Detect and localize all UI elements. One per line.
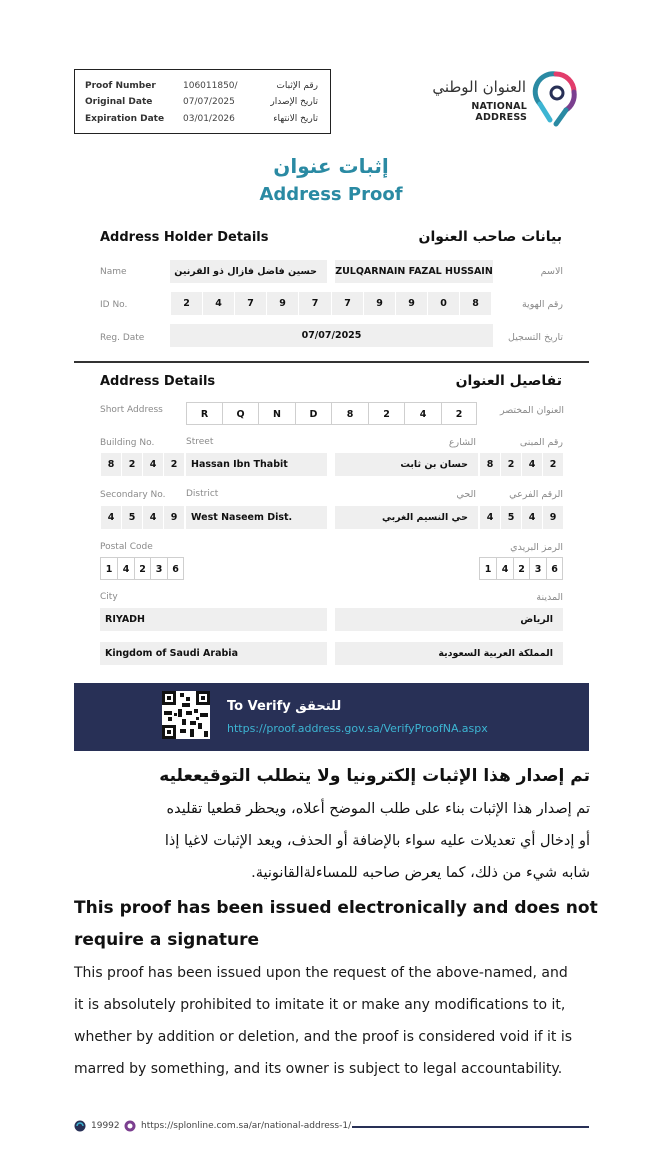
id-digit: 9 bbox=[363, 292, 395, 315]
expiration-date-label: Expiration Date bbox=[85, 114, 165, 124]
short-address-char: 2 bbox=[368, 402, 404, 425]
notice-line-ar: أو إدخال أي تعديلات عليه سواء بالإضافة أو الحذف، ويعد الإثبات لاغيا إذا bbox=[164, 833, 590, 849]
id-digit: 7 bbox=[331, 292, 363, 315]
original-date-value: 07/07/2025 bbox=[183, 97, 235, 107]
postal-code-label: Postal Code bbox=[100, 542, 153, 552]
building-digit: 2 bbox=[163, 453, 184, 476]
proof-number-label: Proof Number bbox=[85, 81, 156, 91]
address-heading-ar: تفاصيل العنوان bbox=[455, 373, 562, 389]
postal-code-label-ar: الرمز البريدي bbox=[510, 542, 563, 553]
short-address-label: Short Address bbox=[100, 405, 163, 415]
short-address-char: R bbox=[186, 402, 222, 425]
street-label-ar: الشارع bbox=[448, 437, 476, 448]
city-en-field: RIYADH bbox=[100, 608, 327, 631]
notice-heading-en: This proof has been issued electronically and does not bbox=[74, 898, 598, 918]
secondary-no-label: Secondary No. bbox=[100, 490, 166, 500]
phone-icon bbox=[74, 1120, 86, 1132]
building-no-digits bbox=[100, 453, 184, 476]
logo-text-en: NATIONAL ADDRESS bbox=[471, 101, 527, 123]
building-no-digits-ar bbox=[479, 453, 563, 476]
id-digit: 9 bbox=[395, 292, 427, 315]
expiration-date-label-ar: تاريخ الانتهاء bbox=[273, 114, 318, 124]
postal-digit: 2 bbox=[513, 557, 529, 580]
expiration-date-value: 03/01/2026 bbox=[183, 114, 235, 124]
postal-digit: 3 bbox=[150, 557, 167, 580]
page-title-en: Address Proof bbox=[259, 184, 403, 205]
short-address-label-ar: العنوان المختصر bbox=[499, 405, 564, 416]
city-ar-field: الرياض bbox=[335, 608, 563, 631]
notice-line-en: whether by addition or deletion, and the proof is considered void if it is bbox=[74, 1029, 573, 1045]
secondary-digit: 4 bbox=[142, 506, 163, 529]
district-label-ar: الحي bbox=[456, 489, 476, 500]
district-ar-field: حي النسيم الغربي bbox=[335, 506, 478, 529]
secondary-no-label-ar: الرقم الفرعي bbox=[509, 489, 563, 500]
reg-date-label: Reg. Date bbox=[100, 333, 145, 343]
id-digit: 8 bbox=[459, 292, 491, 315]
secondary-no-digits bbox=[100, 506, 184, 529]
postal-digit: 4 bbox=[117, 557, 134, 580]
postal-digit: 2 bbox=[134, 557, 150, 580]
qr-code-icon[interactable] bbox=[162, 691, 210, 739]
postal-code-digits-ar bbox=[479, 557, 563, 580]
original-date-label-ar: تاريخ الإصدار bbox=[270, 97, 318, 107]
secondary-digit: 5 bbox=[500, 506, 521, 529]
postal-digit: 3 bbox=[529, 557, 546, 580]
proof-info-box bbox=[74, 69, 331, 134]
city-label: City bbox=[100, 592, 118, 602]
building-digit: 4 bbox=[142, 453, 163, 476]
notice-line-en: This proof has been issued upon the request of the above-named, and bbox=[74, 965, 568, 981]
building-digit: 8 bbox=[479, 453, 500, 476]
postal-digit: 6 bbox=[167, 557, 184, 580]
notice-line-en: it is absolutely prohibited to imitate it or make any modifications to it, bbox=[74, 997, 566, 1013]
section-divider bbox=[74, 361, 589, 363]
id-label: ID No. bbox=[100, 300, 128, 310]
address-heading-en: Address Details bbox=[100, 374, 216, 389]
short-address-char: D bbox=[295, 402, 331, 425]
postal-digit: 4 bbox=[496, 557, 513, 580]
secondary-digit: 4 bbox=[479, 506, 500, 529]
secondary-digit: 4 bbox=[521, 506, 542, 529]
street-label: Street bbox=[186, 437, 214, 447]
notice-line-ar: تم إصدار هذا الإثبات بناء على طلب الموضح أعلاه، ويحظر قطعيا تقليده bbox=[166, 801, 590, 817]
short-address-char: 2 bbox=[441, 402, 477, 425]
secondary-digit: 4 bbox=[100, 506, 121, 529]
building-no-label-ar: رقم المبنى bbox=[519, 437, 563, 448]
id-digit: 2 bbox=[170, 292, 202, 315]
proof-number-value: 106011850/ bbox=[183, 81, 238, 91]
logo-text-ar: العنوان الوطني bbox=[432, 78, 526, 96]
page-title-ar: إثبات عنوان bbox=[273, 154, 389, 178]
secondary-digit: 9 bbox=[163, 506, 184, 529]
short-address-char: 8 bbox=[331, 402, 368, 425]
postal-digit: 1 bbox=[100, 557, 117, 580]
building-digit: 2 bbox=[121, 453, 142, 476]
id-digit: 7 bbox=[298, 292, 331, 315]
name-ar-field: حسين فاضل فازال ذو القرنين bbox=[170, 260, 327, 283]
verify-link[interactable]: https://proof.address.gov.sa/VerifyProofNA.aspx bbox=[227, 722, 488, 735]
street-en-field: Hassan Ibn Thabit bbox=[186, 453, 327, 476]
name-en-field: ZULQARNAIN FAZAL HUSSAIN bbox=[335, 260, 493, 283]
short-address-char: Q bbox=[222, 402, 258, 425]
secondary-no-digits-ar bbox=[479, 506, 563, 529]
short-address-char: 4 bbox=[404, 402, 441, 425]
holder-heading-en: Address Holder Details bbox=[100, 230, 269, 245]
postal-digit: 1 bbox=[479, 557, 496, 580]
city-label-ar: المدينة bbox=[536, 592, 563, 603]
verify-title: To Verify للتحقق bbox=[227, 699, 342, 714]
postal-code-digits bbox=[100, 557, 184, 580]
notice-heading-en: require a signature bbox=[74, 930, 260, 950]
street-ar-field: حسان بن ثابت bbox=[335, 453, 478, 476]
verify-band bbox=[74, 683, 589, 751]
original-date-label: Original Date bbox=[85, 97, 153, 107]
id-label-ar: رقم الهوية bbox=[521, 299, 563, 310]
globe-icon bbox=[124, 1120, 136, 1132]
postal-digit: 6 bbox=[546, 557, 563, 580]
country-ar-field: المملكة العربية السعودية bbox=[335, 642, 563, 665]
building-no-label: Building No. bbox=[100, 438, 155, 448]
district-label: District bbox=[186, 489, 219, 499]
id-digit: 9 bbox=[266, 292, 298, 315]
notice-heading-ar: تم إصدار هذا الإثبات إلكترونيا ولا يتطلب التوقيععليه bbox=[159, 766, 590, 786]
secondary-digit: 5 bbox=[121, 506, 142, 529]
name-label: Name bbox=[100, 267, 127, 277]
notice-line-en: marred by something, and its owner is subject to legal accountability. bbox=[74, 1061, 563, 1077]
footer-url[interactable]: https://splonline.com.sa/ar/national-address-1/ bbox=[141, 1121, 352, 1131]
building-digit: 2 bbox=[542, 453, 563, 476]
building-digit: 4 bbox=[521, 453, 542, 476]
country-en-field: Kingdom of Saudi Arabia bbox=[100, 642, 327, 665]
reg-date-label-ar: تاريخ التسجيل bbox=[508, 332, 563, 343]
footer-rule bbox=[352, 1126, 589, 1128]
id-digit: 0 bbox=[427, 292, 459, 315]
district-en-field: West Naseem Dist. bbox=[186, 506, 327, 529]
proof-number-row bbox=[75, 81, 330, 98]
holder-heading-ar: بيانات صاحب العنوان bbox=[418, 229, 562, 245]
proof-number-label-ar: رقم الإثبات bbox=[276, 81, 318, 91]
short-address-char: N bbox=[258, 402, 295, 425]
footer-phone: 19992 bbox=[91, 1121, 120, 1131]
id-digit: 4 bbox=[202, 292, 234, 315]
original-date-row bbox=[75, 97, 330, 114]
building-digit: 8 bbox=[100, 453, 121, 476]
secondary-digit: 9 bbox=[542, 506, 563, 529]
id-digit: 7 bbox=[234, 292, 266, 315]
id-number-digits bbox=[170, 292, 493, 315]
name-label-ar: الاسم bbox=[540, 266, 563, 277]
reg-date-field: 07/07/2025 bbox=[170, 324, 493, 347]
short-address-chars bbox=[186, 402, 477, 425]
national-address-logo-icon bbox=[530, 66, 582, 132]
notice-line-ar: شابه شيء من ذلك، كما يعرض صاحبه للمساءلةالقانونية. bbox=[251, 865, 590, 881]
expiration-date-row bbox=[75, 114, 330, 131]
building-digit: 2 bbox=[500, 453, 521, 476]
